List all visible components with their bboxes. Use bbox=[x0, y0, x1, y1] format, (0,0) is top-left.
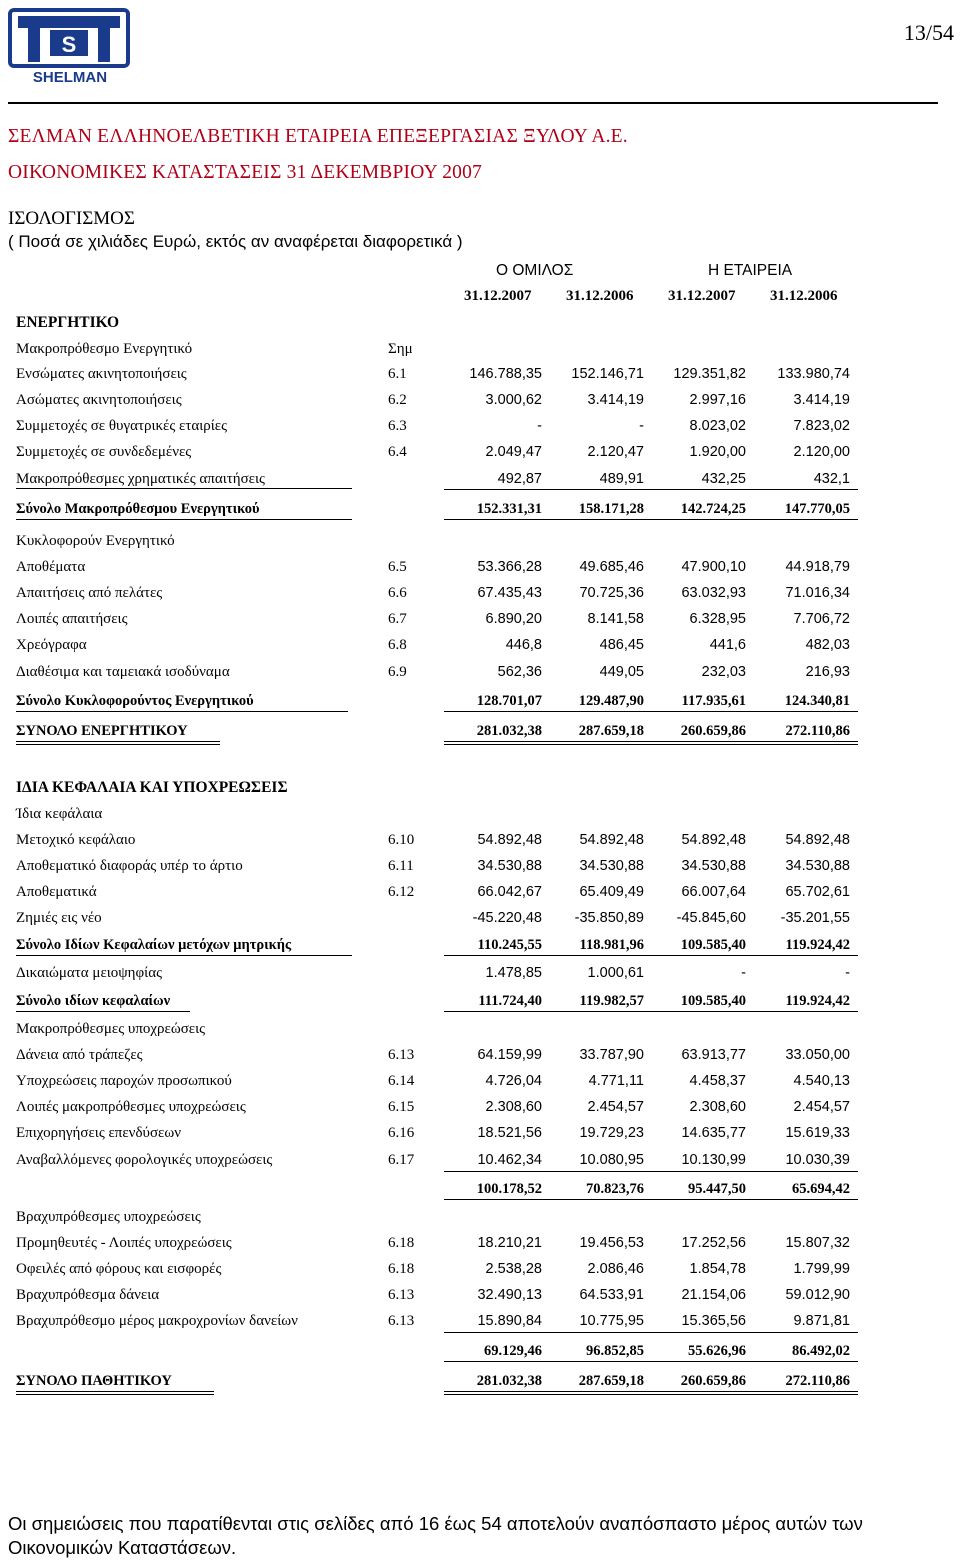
note-ref: 6.13 bbox=[388, 1047, 415, 1063]
logo-text: SHELMAN bbox=[32, 69, 108, 86]
note-ref: 6.14 bbox=[388, 1073, 415, 1089]
note-ref: 6.12 bbox=[388, 884, 415, 900]
value-cell: 1.000,61 bbox=[587, 965, 644, 981]
value-cell: 95.447,50 bbox=[688, 1181, 746, 1197]
value-cell: 54.892,48 bbox=[579, 832, 644, 848]
row-label: Βραχυπρόθεσμα δάνεια bbox=[16, 1287, 160, 1303]
note-ref: 6.17 bbox=[388, 1152, 415, 1168]
table-row bbox=[0, 1284, 960, 1306]
row-label: Ασώματες ακινητοποιήσεις bbox=[16, 392, 182, 408]
label-underline bbox=[16, 1011, 190, 1012]
footer-note: Οι σημειώσεις που παρατίθενται στις σελίδες από 16 έως 54 αποτελούν αναπόσπαστο μέρος αυτών των Οικονομικών Καταστάσεων. bbox=[8, 1513, 863, 1558]
table-row bbox=[0, 990, 960, 1012]
value-cell: 49.685,46 bbox=[579, 559, 644, 575]
group-column-header: Ο ΟΜΙΛΟΣ bbox=[496, 262, 574, 279]
value-cell: 111.724,40 bbox=[478, 993, 542, 1009]
value-cell: 2.049,47 bbox=[485, 444, 542, 460]
value-cell: 21.154,06 bbox=[681, 1287, 746, 1303]
table-row bbox=[0, 1178, 960, 1200]
logo-mark: S bbox=[61, 32, 77, 57]
table-row bbox=[0, 1232, 960, 1254]
row-label: Συμμετοχές σε συνδεδεμένες bbox=[16, 444, 192, 460]
value-cell: 7.706,72 bbox=[793, 611, 850, 627]
page-number: 13/54 bbox=[903, 20, 954, 45]
value-cell: 4.458,37 bbox=[689, 1073, 746, 1089]
value-cell: - bbox=[639, 418, 644, 434]
value-cell: 3.000,62 bbox=[485, 392, 542, 408]
value-cell: 44.918,79 bbox=[785, 559, 850, 575]
section-title: ΙΣΟΛΟΓΙΣΜΟΣ bbox=[8, 208, 135, 229]
value-cell: 4.540,13 bbox=[793, 1073, 850, 1089]
value-cell: 119.924,42 bbox=[785, 937, 850, 953]
value-cell: 9.871,81 bbox=[793, 1313, 850, 1329]
value-cell: 96.852,85 bbox=[586, 1343, 644, 1359]
note-ref: 6.1 bbox=[388, 366, 407, 382]
value-cell: 18.521,56 bbox=[477, 1125, 542, 1141]
value-cell: 70.725,36 bbox=[579, 585, 644, 601]
value-cell: 117.935,61 bbox=[681, 693, 746, 709]
value-cell: 110.245,55 bbox=[477, 937, 542, 953]
note-ref: 6.13 bbox=[388, 1287, 415, 1303]
value-cell: 119.924,42 bbox=[785, 993, 850, 1009]
value-cell: 15.807,32 bbox=[785, 1235, 850, 1251]
value-cell: 4.726,04 bbox=[485, 1073, 542, 1089]
note-ref: 6.18 bbox=[388, 1235, 415, 1251]
row-label: Αναβαλλόμενες φορολογικές υποχρεώσεις bbox=[16, 1152, 273, 1168]
table-row bbox=[0, 881, 960, 903]
table-row bbox=[0, 1370, 960, 1392]
table-row bbox=[0, 468, 960, 490]
value-cell: 34.530,88 bbox=[785, 858, 850, 874]
value-cell: 492,87 bbox=[497, 471, 542, 487]
value-cell: 65.702,61 bbox=[785, 884, 850, 900]
value-cell: 146.788,35 bbox=[469, 366, 542, 382]
note-ref: 6.8 bbox=[388, 637, 407, 653]
note-ref: 6.2 bbox=[388, 392, 407, 408]
table-row bbox=[0, 1044, 960, 1066]
value-underline bbox=[444, 1332, 858, 1333]
row-label: Ζημιές εις νέο bbox=[16, 910, 102, 926]
note-ref: 6.7 bbox=[388, 611, 407, 627]
row-label: Χρεόγραφα bbox=[16, 637, 87, 653]
value-cell: -35.850,89 bbox=[574, 910, 644, 926]
value-cell: 147.770,05 bbox=[784, 501, 850, 517]
value-cell: 59.012,90 bbox=[785, 1287, 850, 1303]
value-cell: 15.619,33 bbox=[785, 1125, 850, 1141]
row-label: ΣΥΝΟΛΟ ΠΑΘΗΤΙΚΟΥ bbox=[16, 1373, 172, 1389]
value-cell: 152.331,31 bbox=[476, 501, 542, 517]
value-cell: -45.845,60 bbox=[676, 910, 746, 926]
table-row bbox=[0, 582, 960, 604]
value-cell: 260.659,86 bbox=[680, 1373, 746, 1389]
table-row bbox=[0, 907, 960, 929]
value-cell: 86.492,02 bbox=[792, 1343, 850, 1359]
row-label: Σύνολο Ιδίων Κεφαλαίων μετόχων μητρικής bbox=[16, 937, 292, 953]
double-underline bbox=[444, 1394, 858, 1395]
row-label: Λοιπές απαιτήσεις bbox=[16, 611, 128, 627]
value-cell: 2.308,60 bbox=[689, 1099, 746, 1115]
value-cell: 119.982,57 bbox=[579, 993, 644, 1009]
value-cell: 64.533,91 bbox=[579, 1287, 644, 1303]
note-ref: 6.13 bbox=[388, 1313, 415, 1329]
value-cell: 287.659,18 bbox=[578, 1373, 644, 1389]
label-underline bbox=[16, 711, 348, 712]
value-cell: 65.409,49 bbox=[579, 884, 644, 900]
value-cell: 118.981,96 bbox=[579, 937, 644, 953]
table-row bbox=[0, 934, 960, 956]
date-header: 31.12.2007 bbox=[668, 288, 736, 304]
value-cell: 54.892,48 bbox=[681, 832, 746, 848]
table-row bbox=[0, 962, 960, 984]
value-cell: 272.110,86 bbox=[785, 1373, 850, 1389]
value-cell: 4.771,11 bbox=[588, 1073, 644, 1089]
row-label: Ίδια κεφάλαια bbox=[16, 806, 103, 822]
value-cell: 482,03 bbox=[805, 637, 850, 653]
note-ref: Σημ bbox=[388, 341, 413, 357]
value-cell: 63.913,77 bbox=[681, 1047, 746, 1063]
value-cell: 64.159,99 bbox=[477, 1047, 542, 1063]
row-label: ΣΥΝΟΛΟ ΕΝΕΡΓΗΤΙΚΟΥ bbox=[16, 723, 188, 739]
date-header: 31.12.2007 bbox=[464, 288, 532, 304]
note-ref: 6.9 bbox=[388, 664, 407, 680]
value-cell: 281.032,38 bbox=[476, 723, 542, 739]
table-row bbox=[0, 441, 960, 463]
value-cell: 2.086,46 bbox=[587, 1261, 644, 1277]
value-cell: 32.490,13 bbox=[477, 1287, 542, 1303]
row-label: Σύνολο ιδίων κεφαλαίων bbox=[16, 993, 171, 1009]
value-underline bbox=[444, 955, 858, 956]
value-underline bbox=[444, 519, 858, 520]
label-underline bbox=[16, 519, 352, 520]
value-cell: 19.456,53 bbox=[579, 1235, 644, 1251]
value-cell: 3.414,19 bbox=[587, 392, 644, 408]
value-cell: 432,25 bbox=[701, 471, 746, 487]
value-cell: 109.585,40 bbox=[680, 993, 746, 1009]
table-row bbox=[0, 1018, 960, 1040]
company-title: ΣΕΛΜΑΝ ΕΛΛΗΝΟΕΛΒΕΤΙΚΗ ΕΤΑΙΡΕΙΑ ΕΠΕΞΕΡΓΑΣΙΑΣ ΞΥΛΟΥ Α.Ε. bbox=[8, 126, 628, 147]
value-underline bbox=[444, 1171, 858, 1172]
value-cell: 232,03 bbox=[701, 664, 746, 680]
table-row bbox=[0, 530, 960, 552]
value-cell: 562,36 bbox=[497, 664, 542, 680]
value-underline bbox=[444, 1391, 858, 1392]
value-cell: 287.659,18 bbox=[578, 723, 644, 739]
label-double-underline bbox=[16, 1394, 214, 1395]
value-cell: 19.729,23 bbox=[579, 1125, 644, 1141]
table-row bbox=[0, 363, 960, 385]
value-cell: 432,1 bbox=[813, 471, 850, 487]
value-cell: -35.201,55 bbox=[780, 910, 850, 926]
value-cell: 109.585,40 bbox=[680, 937, 746, 953]
value-cell: 8.023,02 bbox=[689, 418, 746, 434]
value-cell: 446,8 bbox=[505, 637, 542, 653]
value-cell: 66.007,64 bbox=[681, 884, 746, 900]
table-row bbox=[0, 415, 960, 437]
row-label: Διαθέσιμα και ταμειακά ισοδύναμα bbox=[16, 664, 230, 680]
row-label: Απαιτήσεις από πελάτες bbox=[16, 585, 163, 601]
value-cell: 70.823,76 bbox=[586, 1181, 644, 1197]
table-row bbox=[0, 690, 960, 712]
value-underline bbox=[444, 741, 858, 742]
value-cell: 6.890,20 bbox=[485, 611, 542, 627]
value-cell: 66.042,67 bbox=[477, 884, 542, 900]
row-label: Δάνεια από τράπεζες bbox=[16, 1047, 143, 1063]
value-cell: 53.366,28 bbox=[477, 559, 542, 575]
date-header: 31.12.2006 bbox=[770, 288, 838, 304]
table-row bbox=[0, 1096, 960, 1118]
table-row bbox=[0, 1258, 960, 1280]
value-cell: 8.141,58 bbox=[587, 611, 644, 627]
row-label: ΙΔΙΑ ΚΕΦΑΛΑΙΑ ΚΑΙ ΥΠΟΧΡΕΩΣΕΙΣ bbox=[16, 779, 288, 796]
table-row bbox=[0, 1310, 960, 1332]
note-ref: 6.6 bbox=[388, 585, 407, 601]
value-underline bbox=[444, 1361, 858, 1362]
note-ref: 6.16 bbox=[388, 1125, 415, 1141]
note-ref: 6.18 bbox=[388, 1261, 415, 1277]
table-row bbox=[0, 855, 960, 877]
row-label: Υποχρεώσεις παροχών προσωπικού bbox=[16, 1073, 232, 1089]
value-cell: 10.130,99 bbox=[681, 1152, 746, 1168]
statement-title: ΟΙΚΟΝΟΜΙΚΕΣ ΚΑΤΑΣΤΑΣΕΙΣ 31 ΔΕΚΕΜΒΡΙΟΥ 2007 bbox=[8, 162, 483, 183]
value-cell: 34.530,88 bbox=[681, 858, 746, 874]
label-underline bbox=[16, 488, 352, 489]
value-cell: 63.032,93 bbox=[681, 585, 746, 601]
table-row bbox=[0, 1206, 960, 1228]
row-label: Κυκλοφορούν Ενεργητικό bbox=[16, 533, 175, 549]
value-cell: 17.252,56 bbox=[681, 1235, 746, 1251]
value-cell: 54.892,48 bbox=[477, 832, 542, 848]
table-row bbox=[0, 661, 960, 683]
row-label: Επιχορηγήσεις επενδύσεων bbox=[16, 1125, 181, 1141]
note-ref: 6.11 bbox=[388, 858, 414, 874]
value-cell: 67.435,43 bbox=[477, 585, 542, 601]
table-row bbox=[0, 338, 960, 360]
row-label: Μακροπρόθεσμες υποχρεώσεις bbox=[16, 1021, 206, 1037]
value-underline bbox=[444, 1199, 858, 1200]
value-cell: 281.032,38 bbox=[476, 1373, 542, 1389]
table-row bbox=[0, 608, 960, 630]
value-cell: 272.110,86 bbox=[785, 723, 850, 739]
value-cell: 71.016,34 bbox=[785, 585, 850, 601]
value-cell: 133.980,74 bbox=[777, 366, 850, 382]
value-cell: 486,45 bbox=[599, 637, 644, 653]
date-header: 31.12.2006 bbox=[566, 288, 634, 304]
value-cell: 2.538,28 bbox=[485, 1261, 542, 1277]
value-cell: 3.414,19 bbox=[793, 392, 850, 408]
row-label: Αποθεματικά bbox=[16, 884, 97, 900]
row-label: ΕΝΕΡΓΗΤΙΚΟ bbox=[16, 314, 120, 331]
value-cell: 124.340,81 bbox=[784, 693, 850, 709]
value-cell: 10.080,95 bbox=[579, 1152, 644, 1168]
value-cell: 54.892,48 bbox=[785, 832, 850, 848]
table-row bbox=[0, 1340, 960, 1362]
value-cell: 15.365,56 bbox=[681, 1313, 746, 1329]
table-row bbox=[0, 829, 960, 851]
table-row bbox=[0, 498, 960, 520]
value-cell: 1.478,85 bbox=[485, 965, 542, 981]
row-label: Βραχυπρόθεσμο μέρος μακροχρονίων δανείων bbox=[16, 1313, 298, 1329]
table-row bbox=[0, 312, 960, 334]
value-cell: 33.050,00 bbox=[785, 1047, 850, 1063]
value-cell: 15.890,84 bbox=[477, 1313, 542, 1329]
note-ref: 6.5 bbox=[388, 559, 407, 575]
value-cell: 55.626,96 bbox=[688, 1343, 746, 1359]
header-rule bbox=[8, 102, 938, 104]
value-cell: 489,91 bbox=[599, 471, 644, 487]
value-underline bbox=[444, 711, 858, 712]
value-cell: 2.454,57 bbox=[587, 1099, 644, 1115]
row-label: Προμηθευτές - Λοιπές υποχρεώσεις bbox=[16, 1235, 232, 1251]
value-cell: 1.854,78 bbox=[689, 1261, 746, 1277]
label-underline bbox=[16, 955, 352, 956]
note-ref: 6.15 bbox=[388, 1099, 415, 1115]
value-cell: -45.220,48 bbox=[472, 910, 542, 926]
value-cell: 34.530,88 bbox=[579, 858, 644, 874]
value-cell: 129.351,82 bbox=[673, 366, 746, 382]
value-cell: 129.487,90 bbox=[578, 693, 644, 709]
row-label: Οφειλές από φόρους και εισφορές bbox=[16, 1261, 222, 1277]
table-row bbox=[0, 1122, 960, 1144]
value-cell: 6.328,95 bbox=[689, 611, 746, 627]
value-cell: 47.900,10 bbox=[681, 559, 746, 575]
value-cell: 7.823,02 bbox=[793, 418, 850, 434]
label-double-underline bbox=[16, 744, 220, 745]
value-cell: 260.659,86 bbox=[680, 723, 746, 739]
value-cell: 1.799,99 bbox=[793, 1261, 850, 1277]
value-cell: 128.701,07 bbox=[476, 693, 542, 709]
note-ref: 6.4 bbox=[388, 444, 407, 460]
table-row bbox=[0, 720, 960, 742]
value-cell: 158.171,28 bbox=[578, 501, 644, 517]
value-cell: 100.178,52 bbox=[476, 1181, 542, 1197]
value-cell: 33.787,90 bbox=[579, 1047, 644, 1063]
row-label: Αποθεματικό διαφοράς υπέρ το άρτιο bbox=[16, 858, 243, 874]
value-cell: - bbox=[741, 965, 746, 981]
label-underline bbox=[16, 1391, 214, 1392]
value-cell: 2.120,00 bbox=[793, 444, 850, 460]
value-cell: 2.997,16 bbox=[689, 392, 746, 408]
label-underline bbox=[16, 741, 220, 742]
value-underline bbox=[444, 1011, 858, 1012]
row-label: Ενσώματες ακινητοποιήσεις bbox=[16, 366, 187, 382]
table-row bbox=[0, 556, 960, 578]
value-cell: 34.530,88 bbox=[477, 858, 542, 874]
value-cell: 10.775,95 bbox=[579, 1313, 644, 1329]
row-label: Βραχυπρόθεσμες υποχρεώσεις bbox=[16, 1209, 201, 1225]
amounts-subtitle: ( Ποσά σε χιλιάδες Ευρώ, εκτός αν αναφέρεται διαφορετικά ) bbox=[8, 232, 463, 251]
row-label: Μετοχικό κεφάλαιο bbox=[16, 832, 136, 848]
table-row bbox=[0, 1149, 960, 1171]
table-row bbox=[0, 1070, 960, 1092]
row-label: Δικαιώματα μειοψηφίας bbox=[16, 965, 163, 981]
value-cell: 69.129,46 bbox=[484, 1343, 542, 1359]
row-label: Λοιπές μακροπρόθεσμες υποχρεώσεις bbox=[16, 1099, 246, 1115]
note-ref: 6.3 bbox=[388, 418, 407, 434]
shelman-logo bbox=[8, 8, 132, 86]
value-cell: 2.308,60 bbox=[485, 1099, 542, 1115]
value-cell: 65.694,42 bbox=[792, 1181, 850, 1197]
table-row bbox=[0, 777, 960, 799]
value-cell: 2.454,57 bbox=[793, 1099, 850, 1115]
value-cell: 152.146,71 bbox=[571, 366, 644, 382]
value-cell: 449,05 bbox=[599, 664, 644, 680]
value-cell: 18.210,21 bbox=[477, 1235, 542, 1251]
value-cell: 142.724,25 bbox=[680, 501, 746, 517]
value-cell: - bbox=[537, 418, 542, 434]
value-cell: 2.120,47 bbox=[587, 444, 644, 460]
value-cell: 216,93 bbox=[805, 664, 850, 680]
table-row bbox=[0, 389, 960, 411]
table-row bbox=[0, 803, 960, 825]
double-underline bbox=[444, 744, 858, 745]
row-label: Μακροπρόθεσμες χρηματικές απαιτήσεις bbox=[16, 471, 265, 487]
row-label: Σύνολο Μακροπρόθεσμου Ενεργητικού bbox=[16, 501, 260, 517]
row-label: Μακροπρόθεσμο Ενεργητικό bbox=[16, 341, 193, 357]
value-cell: 10.462,34 bbox=[477, 1152, 542, 1168]
value-cell: 10.030,39 bbox=[785, 1152, 850, 1168]
value-cell: - bbox=[845, 965, 850, 981]
note-ref: 6.10 bbox=[388, 832, 415, 848]
row-label: Αποθέματα bbox=[16, 559, 86, 575]
company-column-header: Η ΕΤΑΙΡΕΙΑ bbox=[708, 262, 793, 279]
value-cell: 1.920,00 bbox=[689, 444, 746, 460]
value-underline bbox=[444, 489, 858, 490]
value-cell: 441,6 bbox=[709, 637, 746, 653]
row-label: Συμμετοχές σε θυγατρικές εταιρίες bbox=[16, 418, 228, 434]
table-row bbox=[0, 634, 960, 656]
value-cell: 14.635,77 bbox=[681, 1125, 746, 1141]
row-label: Σύνολο Κυκλοφορούντος Ενεργητικού bbox=[16, 693, 254, 709]
